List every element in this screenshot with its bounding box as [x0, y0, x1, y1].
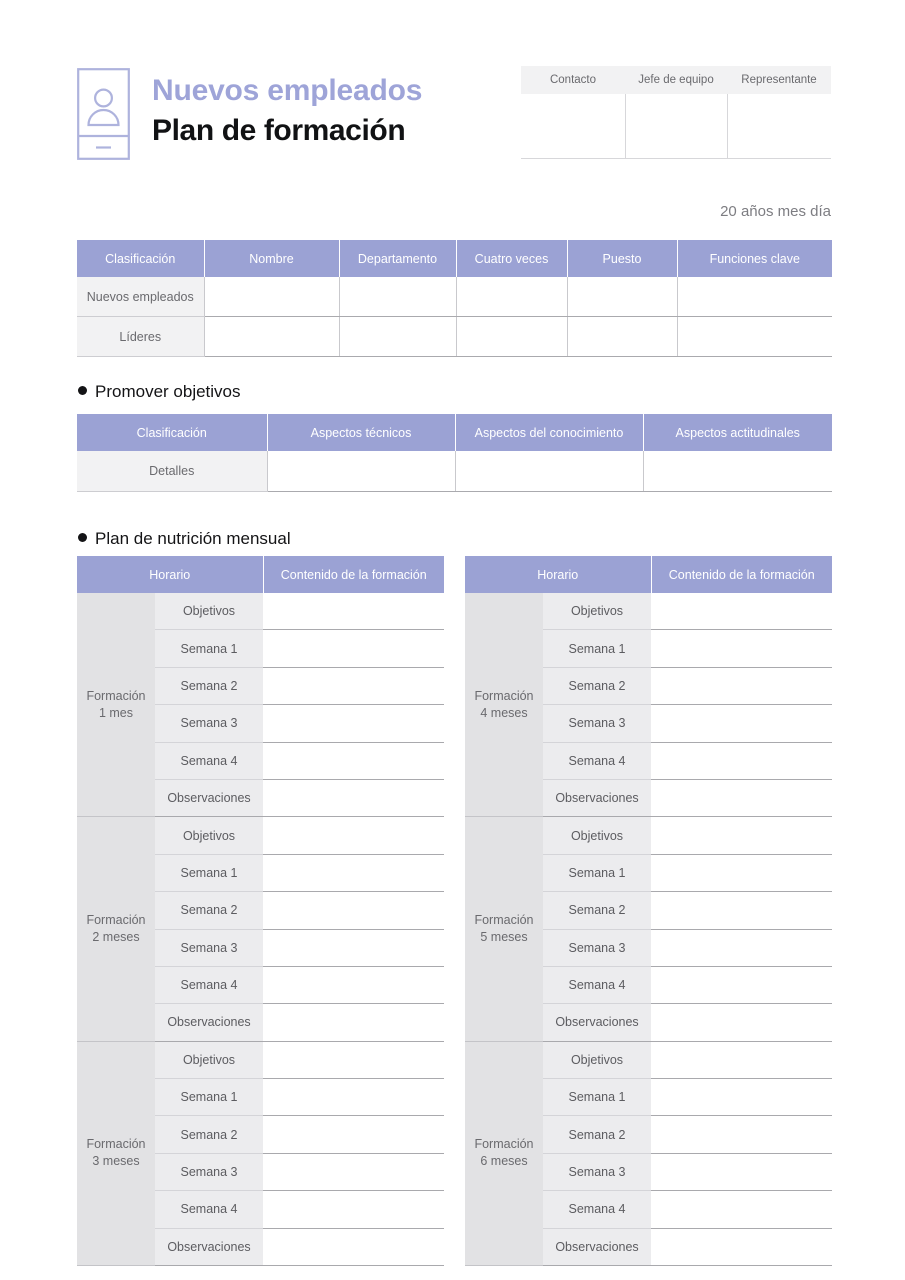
table-row	[465, 1041, 832, 1078]
plan-right-row-label: Semana 2	[543, 892, 651, 929]
plan-left-header-row	[77, 556, 444, 593]
employees-cell-departamento[interactable]	[339, 277, 456, 317]
plan-left-row-label: Semana 2	[155, 1116, 263, 1153]
contact-table-row	[521, 94, 831, 159]
plan-left-content-cell[interactable]	[263, 854, 444, 891]
employees-table	[77, 240, 832, 357]
plan-left-content-cell[interactable]	[263, 593, 444, 630]
employees-cell-departamento[interactable]	[339, 317, 456, 357]
plan-right-content-cell[interactable]	[651, 1041, 832, 1078]
plan-right-content-cell[interactable]	[651, 1191, 832, 1228]
objectives-table	[77, 414, 832, 492]
plan-left-content-cell[interactable]	[263, 1079, 444, 1116]
plan-left-row-label: Semana 4	[155, 742, 263, 779]
plan-left-content-cell[interactable]	[263, 705, 444, 742]
date-line: 20 años mes día	[720, 203, 831, 220]
employees-col-cuatro-veces: Cuatro veces	[456, 240, 567, 277]
plan-right-row-label: Semana 4	[543, 1191, 651, 1228]
bullet-dot-icon	[78, 533, 87, 542]
employees-cell-nombre[interactable]	[204, 277, 339, 317]
plan-left-content-cell[interactable]	[263, 966, 444, 1003]
plan-left-content-cell[interactable]	[263, 1153, 444, 1190]
table-row	[77, 817, 444, 854]
employees-cell-nombre[interactable]	[204, 317, 339, 357]
section-heading-plan-mensual	[78, 529, 291, 549]
objectives-col-clasificacion: Clasificación	[77, 414, 267, 451]
plan-left-content-cell[interactable]	[263, 1228, 444, 1265]
plan-left-row-label: Semana 4	[155, 1191, 263, 1228]
employees-cell-cuatro-veces[interactable]	[456, 277, 567, 317]
plan-left-row-label: Observaciones	[155, 1228, 263, 1265]
contact-table-header-row	[521, 66, 831, 94]
table-row	[77, 317, 832, 357]
employees-col-departamento: Departamento	[339, 240, 456, 277]
employees-cell-cuatro-veces[interactable]	[456, 317, 567, 357]
plan-right-row-label: Semana 4	[543, 966, 651, 1003]
plan-left-col-horario: Horario	[77, 556, 263, 593]
plan-right-row-label: Semana 3	[543, 1153, 651, 1190]
plan-left-content-cell[interactable]	[263, 892, 444, 929]
plan-left-month-label-3: Formación 3 meses	[77, 1041, 155, 1265]
plan-right-header-row	[465, 556, 832, 593]
monthly-plan-table-right	[465, 556, 832, 1266]
table-row	[77, 593, 444, 630]
plan-right-content-cell[interactable]	[651, 593, 832, 630]
objectives-col-aspectos-del-conocimiento: Aspectos del conocimiento	[455, 414, 643, 451]
objectives-cell-aspectos-actitudinales[interactable]	[643, 451, 832, 492]
plan-left-row-label: Semana 4	[155, 966, 263, 1003]
employees-cell-funciones-clave[interactable]	[677, 317, 832, 357]
employees-col-puesto: Puesto	[567, 240, 677, 277]
plan-right-row-label: Semana 1	[543, 1079, 651, 1116]
plan-right-row-label: Semana 3	[543, 705, 651, 742]
bullet-dot-icon	[78, 386, 87, 395]
plan-right-content-cell[interactable]	[651, 779, 832, 816]
plan-left-content-cell[interactable]	[263, 742, 444, 779]
plan-right-row-label: Semana 2	[543, 1116, 651, 1153]
section-heading-label: Promover objetivos	[95, 382, 241, 401]
employees-col-funciones-clave: Funciones clave	[677, 240, 832, 277]
plan-right-content-cell[interactable]	[651, 1116, 832, 1153]
objectives-header-row	[77, 414, 832, 451]
plan-left-content-cell[interactable]	[263, 630, 444, 667]
objectives-cell-aspectos-del-conocimiento[interactable]	[455, 451, 643, 492]
employees-col-clasificacion: Clasificación	[77, 240, 204, 277]
plan-right-col-contenido: Contenido de la formación	[651, 556, 832, 593]
employees-cell-puesto[interactable]	[567, 317, 677, 357]
plan-left-row-label: Semana 3	[155, 705, 263, 742]
plan-right-row-label: Observaciones	[543, 779, 651, 816]
page-title-block	[152, 72, 422, 150]
plan-right-row-label: Objetivos	[543, 1041, 651, 1078]
objectives-row-label-detalles: Detalles	[77, 451, 267, 492]
plan-right-content-cell[interactable]	[651, 742, 832, 779]
plan-left-row-label: Semana 3	[155, 1153, 263, 1190]
plan-left-col-contenido: Contenido de la formación	[263, 556, 444, 593]
table-row	[465, 817, 832, 854]
plan-right-row-label: Semana 4	[543, 742, 651, 779]
plan-left-row-label: Observaciones	[155, 779, 263, 816]
contact-cell-jefe-de-equipo[interactable]	[625, 94, 727, 159]
plan-right-month-label-2: Formación 5 meses	[465, 817, 543, 1041]
plan-left-row-label: Objetivos	[155, 1041, 263, 1078]
plan-right-row-label: Objetivos	[543, 593, 651, 630]
document-header	[0, 0, 905, 220]
contact-col-jefe-de-equipo: Jefe de equipo	[625, 66, 727, 94]
plan-left-content-cell[interactable]	[263, 1191, 444, 1228]
plan-right-content-cell[interactable]	[651, 929, 832, 966]
objectives-col-aspectos-tecnicos: Aspectos técnicos	[267, 414, 455, 451]
plan-left-row-label: Semana 1	[155, 630, 263, 667]
plan-left-row-label: Semana 1	[155, 1079, 263, 1116]
plan-left-content-cell[interactable]	[263, 929, 444, 966]
page-title-eyebrow: Nuevos empleados	[152, 74, 423, 107]
plan-right-row-label: Objetivos	[543, 817, 651, 854]
plan-right-row-label: Semana 1	[543, 854, 651, 891]
plan-left-body	[77, 593, 444, 1266]
contact-cell-contacto[interactable]	[521, 94, 625, 159]
plan-right-row-label: Semana 1	[543, 630, 651, 667]
plan-right-row-label: Semana 3	[543, 929, 651, 966]
table-row	[77, 1041, 444, 1078]
employee-badge-icon	[77, 68, 130, 160]
employees-cell-funciones-clave[interactable]	[677, 277, 832, 317]
plan-right-month-label-3: Formación 6 meses	[465, 1041, 543, 1265]
section-heading-label: Plan de nutrición mensual	[95, 529, 291, 548]
plan-right-row-label: Observaciones	[543, 1228, 651, 1265]
objectives-col-aspectos-actitudinales: Aspectos actitudinales	[643, 414, 832, 451]
plan-left-row-label: Semana 3	[155, 929, 263, 966]
employees-header-row	[77, 240, 832, 277]
employees-row-label-lideres: Líderes	[77, 317, 204, 357]
plan-right-content-cell[interactable]	[651, 630, 832, 667]
plan-left-content-cell[interactable]	[263, 779, 444, 816]
employees-row-label-nuevos-empleados: Nuevos empleados	[77, 277, 204, 317]
plan-left-content-cell[interactable]	[263, 1041, 444, 1078]
plan-right-content-cell[interactable]	[651, 1153, 832, 1190]
section-heading-promover-objetivos	[78, 382, 241, 402]
plan-left-month-label-2: Formación 2 meses	[77, 817, 155, 1041]
objectives-cell-aspectos-tecnicos[interactable]	[267, 451, 455, 492]
plan-right-content-cell[interactable]	[651, 1228, 832, 1265]
plan-right-content-cell[interactable]	[651, 705, 832, 742]
plan-right-content-cell[interactable]	[651, 1004, 832, 1041]
plan-left-row-label: Semana 2	[155, 667, 263, 704]
plan-left-month-label-1: Formación 1 mes	[77, 593, 155, 817]
plan-right-content-cell[interactable]	[651, 854, 832, 891]
table-row	[77, 451, 832, 492]
plan-left-row-label: Objetivos	[155, 817, 263, 854]
contact-cell-representante[interactable]	[727, 94, 831, 159]
plan-right-content-cell[interactable]	[651, 817, 832, 854]
contact-col-contacto: Contacto	[521, 66, 625, 94]
table-row	[465, 593, 832, 630]
plan-left-row-label: Semana 1	[155, 854, 263, 891]
employees-col-nombre: Nombre	[204, 240, 339, 277]
monthly-plan-table-left	[77, 556, 444, 1266]
plan-left-content-cell[interactable]	[263, 817, 444, 854]
plan-right-row-label: Observaciones	[543, 1004, 651, 1041]
page-title: Plan de formación	[152, 114, 406, 147]
contact-table	[521, 66, 831, 159]
table-row	[77, 277, 832, 317]
plan-left-content-cell[interactable]	[263, 1004, 444, 1041]
plan-left-content-cell[interactable]	[263, 1116, 444, 1153]
plan-right-month-label-1: Formación 4 meses	[465, 593, 543, 817]
plan-left-row-label: Observaciones	[155, 1004, 263, 1041]
plan-right-content-cell[interactable]	[651, 667, 832, 704]
plan-left-row-label: Semana 2	[155, 892, 263, 929]
plan-right-body	[465, 593, 832, 1266]
plan-right-content-cell[interactable]	[651, 892, 832, 929]
employees-cell-puesto[interactable]	[567, 277, 677, 317]
contact-col-representante: Representante	[727, 66, 831, 94]
plan-right-row-label: Semana 2	[543, 667, 651, 704]
plan-right-content-cell[interactable]	[651, 1079, 832, 1116]
plan-left-row-label: Objetivos	[155, 593, 263, 630]
plan-right-content-cell[interactable]	[651, 966, 832, 1003]
plan-right-col-horario: Horario	[465, 556, 651, 593]
plan-left-content-cell[interactable]	[263, 667, 444, 704]
